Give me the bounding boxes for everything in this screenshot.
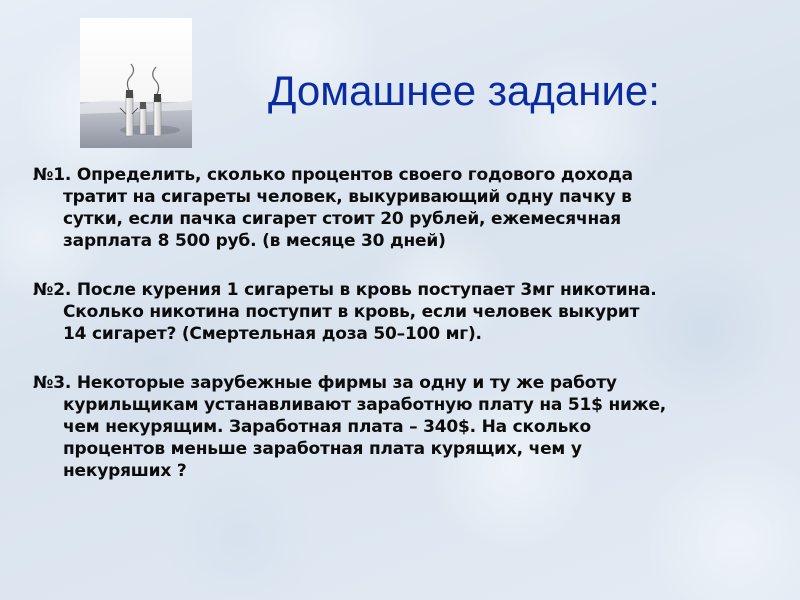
task-2-line-3: 14 сигарет? (Смертельная доза 50–100 мг). <box>63 324 482 344</box>
slide-title: Домашнее задание: <box>268 67 660 114</box>
task-1-line-2: тратит на сигареты человек, выкуривающий одну пачку в <box>63 187 632 207</box>
task-2-line-1 <box>33 279 753 301</box>
task-2-line-2: Сколько никотина поступит в кровь, если человек выкурит <box>63 302 640 322</box>
homework-task-list <box>33 164 753 509</box>
task-3-line-4: процентов меньше заработная плата курящих, чем у <box>63 439 582 459</box>
task-3-text-1: Некоторые зарубежные фирмы за одну и ту же работу <box>76 373 617 393</box>
task-3-number: №3. <box>33 373 72 393</box>
cigarettes-in-snow-icon <box>80 18 192 148</box>
task-3-line-3: чем некурящим. Заработная плата – 340$. На сколько <box>63 417 591 437</box>
task-1-line-3: сутки, если пачка сигарет стоит 20 рублей, ежемесячная <box>63 209 622 229</box>
task-1-number: №1. <box>33 165 72 185</box>
task-3-line-1 <box>33 372 753 394</box>
task-3-line-5: некуряших ? <box>63 461 187 481</box>
task-3 <box>33 372 753 482</box>
task-1-line-1 <box>33 164 753 186</box>
task-1-text-1: Определить, сколько процентов своего годового дохода <box>76 165 633 185</box>
task-1 <box>33 164 753 252</box>
task-2-text-1: После курения 1 сигареты в кровь поступает 3мг никотина. <box>76 280 657 300</box>
task-2-number: №2. <box>33 280 72 300</box>
task-2 <box>33 279 753 345</box>
task-1-line-4: зарплата 8 500 руб. (в месяце 30 дней) <box>63 231 446 251</box>
task-3-line-2: курильщикам устанавливают заработную плату на 51$ ниже, <box>63 395 667 415</box>
